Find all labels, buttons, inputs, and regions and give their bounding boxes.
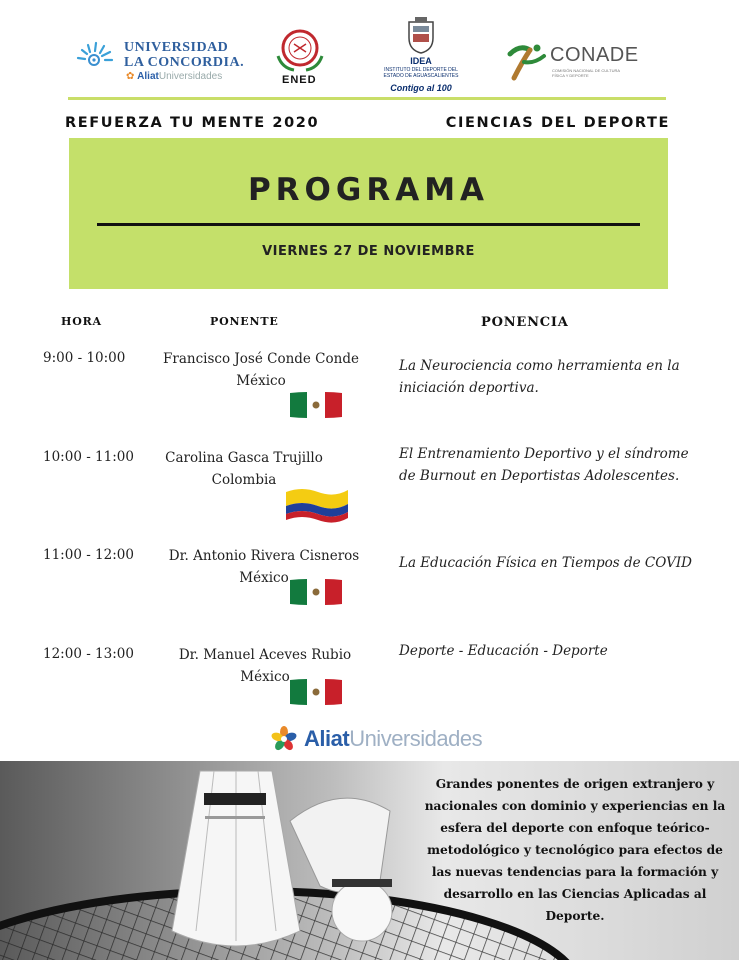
speaker-name: Francisco José Conde Conde xyxy=(163,351,359,367)
universidad-la-concordia-logo xyxy=(74,38,244,88)
aliat-flower-icon xyxy=(270,725,298,753)
udlc-aliat-tag xyxy=(126,71,222,82)
schedule-time: 12:00 - 13:00 xyxy=(43,646,134,662)
green-divider xyxy=(68,97,666,100)
schedule-time: 10:00 - 11:00 xyxy=(43,449,134,465)
ened-logo xyxy=(268,24,332,90)
speaker-info xyxy=(124,447,364,491)
conade-runner-icon xyxy=(506,42,548,82)
speaker-name: Carolina Gasca Trujillo xyxy=(165,450,323,466)
conade-subtitle: COMISIÓN NACIONAL DE CULTURA FÍSICA Y DEPORTE xyxy=(552,68,620,78)
colombia-flag-icon xyxy=(284,486,350,524)
speaker-info xyxy=(144,545,384,589)
udlc-name-line1: UNIVERSIDAD xyxy=(124,40,229,55)
udlc-name-line2: LA CONCORDIA. xyxy=(124,55,245,70)
program-date: VIERNES 27 DE NOVIEMBRE xyxy=(262,244,475,259)
speaker-country: México xyxy=(240,669,290,685)
program-banner xyxy=(69,138,668,289)
program-title: PROGRAMA xyxy=(247,172,490,208)
col-header-time: HORA xyxy=(61,315,102,328)
schedule-time: 11:00 - 12:00 xyxy=(43,547,134,563)
idea-logo xyxy=(378,16,464,96)
col-header-speaker: PONENTE xyxy=(210,315,279,328)
mexico-flag-icon xyxy=(290,390,342,420)
udlc-emblem-icon xyxy=(74,40,120,70)
schedule-time: 9:00 - 10:00 xyxy=(43,350,126,366)
event-description: Grandes ponentes de origen extranjero y nacionales con dominio y experiencias en la esfera del deporte con enfoque teórico-metodológico y tecnológico para efectos de las nuevas tendencias para la formación y desarrollo en las Ciencias Aplicadas al Deporte. xyxy=(424,777,726,923)
talk-title: Deporte - Educación - Deporte xyxy=(399,643,608,659)
idea-subtitle: INSTITUTO DEL DEPORTE DEL ESTADO DE AGUASCALIENTES xyxy=(383,67,459,79)
talk-title: La Educación Física en Tiempos de COVID xyxy=(399,555,692,571)
col-header-talk: PONENCIA xyxy=(481,315,569,330)
aliat-dot-icon: ✿ xyxy=(126,71,135,82)
speaker-country: México xyxy=(236,373,286,389)
speaker-info xyxy=(145,644,385,688)
ened-label: ENED xyxy=(282,74,317,86)
mexico-flag-icon xyxy=(290,577,342,607)
aliat-universidades-logo xyxy=(270,724,500,754)
speaker-name: Dr. Antonio Rivera Cisneros xyxy=(168,548,360,564)
talk-title: El Entrenamiento Deportivo y el síndrome de Burnout en Deportistas Adolescentes. xyxy=(399,446,689,484)
aliat-wordmark-a: Aliat xyxy=(304,726,350,751)
speaker-name: Dr. Manuel Aceves Rubio xyxy=(178,647,352,663)
talk-title: La Neurociencia como herramienta en la iniciación deportiva. xyxy=(399,358,680,396)
ened-seal-icon xyxy=(272,24,328,74)
conade-logo xyxy=(506,40,656,86)
event-topic: CIENCIAS DEL DEPORTE xyxy=(445,115,670,131)
idea-title: IDEA xyxy=(410,56,432,66)
aliat-wordmark xyxy=(304,726,482,752)
aliat-wordmark-b: Universidades xyxy=(349,726,483,751)
event-title: REFUERZA TU MENTE 2020 xyxy=(65,115,320,131)
idea-slogan: Contigo al 100 xyxy=(390,83,452,93)
speaker-info xyxy=(141,348,381,392)
speaker-country: México xyxy=(239,570,289,586)
speaker-country: Colombia xyxy=(211,472,277,488)
udlc-aliat-a: Aliat xyxy=(137,71,159,82)
conade-title: CONADE xyxy=(550,44,639,66)
mexico-flag-icon xyxy=(290,677,342,707)
udlc-aliat-b: Universidades xyxy=(158,71,223,82)
program-underline xyxy=(97,223,640,226)
idea-crest-icon xyxy=(405,16,437,54)
